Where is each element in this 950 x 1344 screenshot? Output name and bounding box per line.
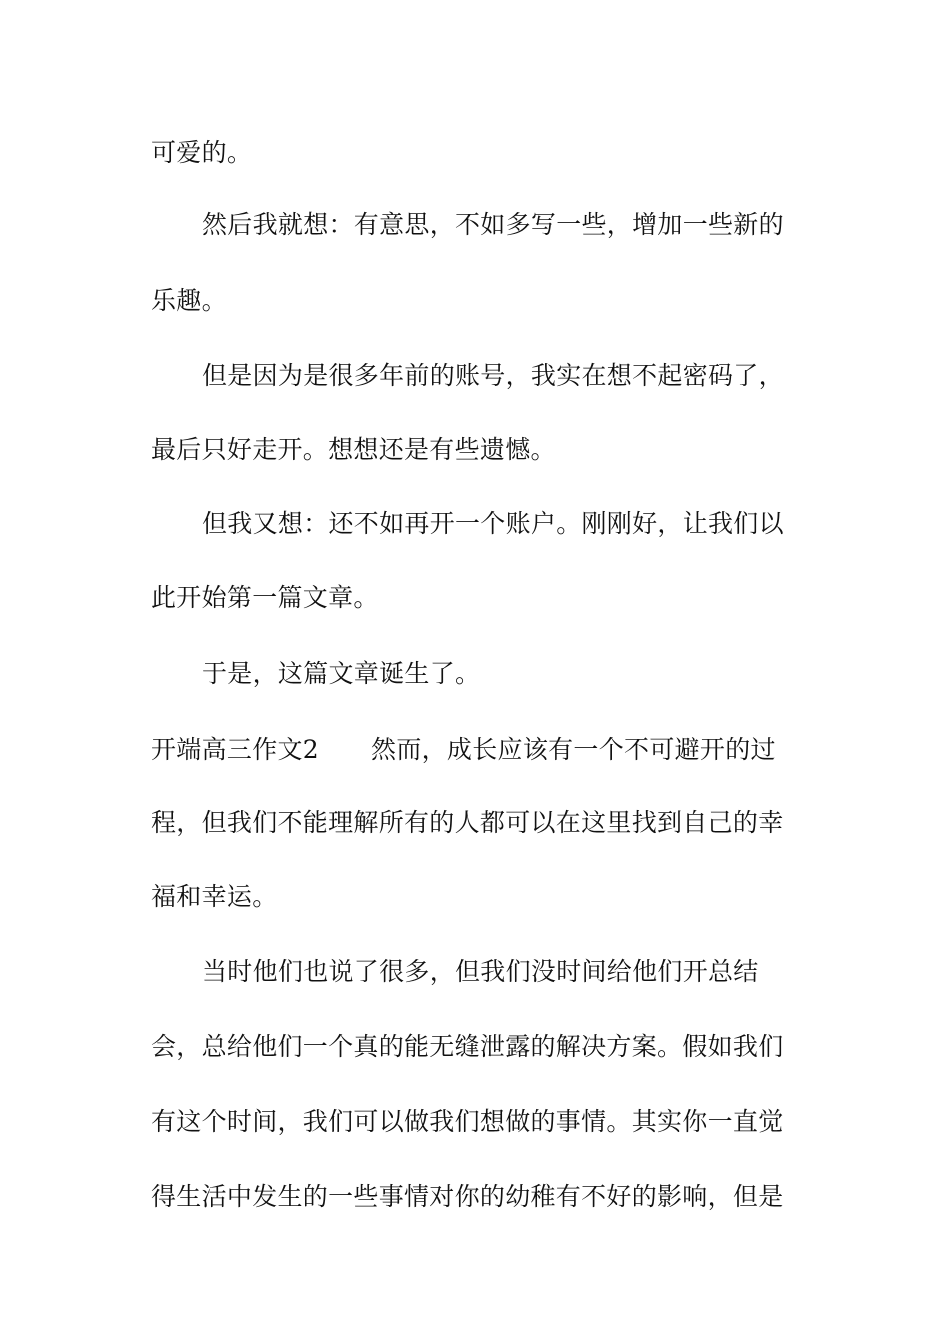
paragraph-line: 但我又想：还不如再开一个账户。刚刚好，让我们以 bbox=[202, 509, 784, 538]
paragraph-line: 于是，这篇文章诞生了。 bbox=[202, 659, 481, 688]
paragraph-line: 有这个时间，我们可以做我们想做的事情。其实你一直觉 bbox=[151, 1107, 784, 1136]
paragraph-line: 乐趣。 bbox=[151, 286, 227, 315]
paragraph-line: 当时他们也说了很多，但我们没时间给他们开总结 bbox=[202, 957, 759, 986]
paragraph-line: 可爱的。 bbox=[151, 138, 253, 167]
paragraph-text: 然而，成长应该有一个不可避开的过 bbox=[371, 735, 776, 764]
paragraph-line: 得生活中发生的一些事情对你的幼稚有不好的影响，但是 bbox=[151, 1182, 784, 1211]
paragraph-line: 然后我就想：有意思，不如多写一些，增加一些新的 bbox=[202, 210, 784, 239]
paragraph-line: 此开始第一篇文章。 bbox=[151, 583, 379, 612]
paragraph-line: 福和幸运。 bbox=[151, 882, 278, 911]
paragraph-line: 最后只好走开。想想还是有些遗憾。 bbox=[151, 435, 556, 464]
section-heading: 开端高三作文2 bbox=[151, 735, 320, 764]
paragraph-line: 但是因为是很多年前的账号，我实在想不起密码了， bbox=[202, 361, 784, 390]
paragraph-line: 程，但我们不能理解所有的人都可以在这里找到自己的幸 bbox=[151, 808, 784, 837]
paragraph-line: 会，总给他们一个真的能无缝泄露的解决方案。假如我们 bbox=[151, 1032, 784, 1061]
section-heading-line bbox=[151, 734, 801, 766]
